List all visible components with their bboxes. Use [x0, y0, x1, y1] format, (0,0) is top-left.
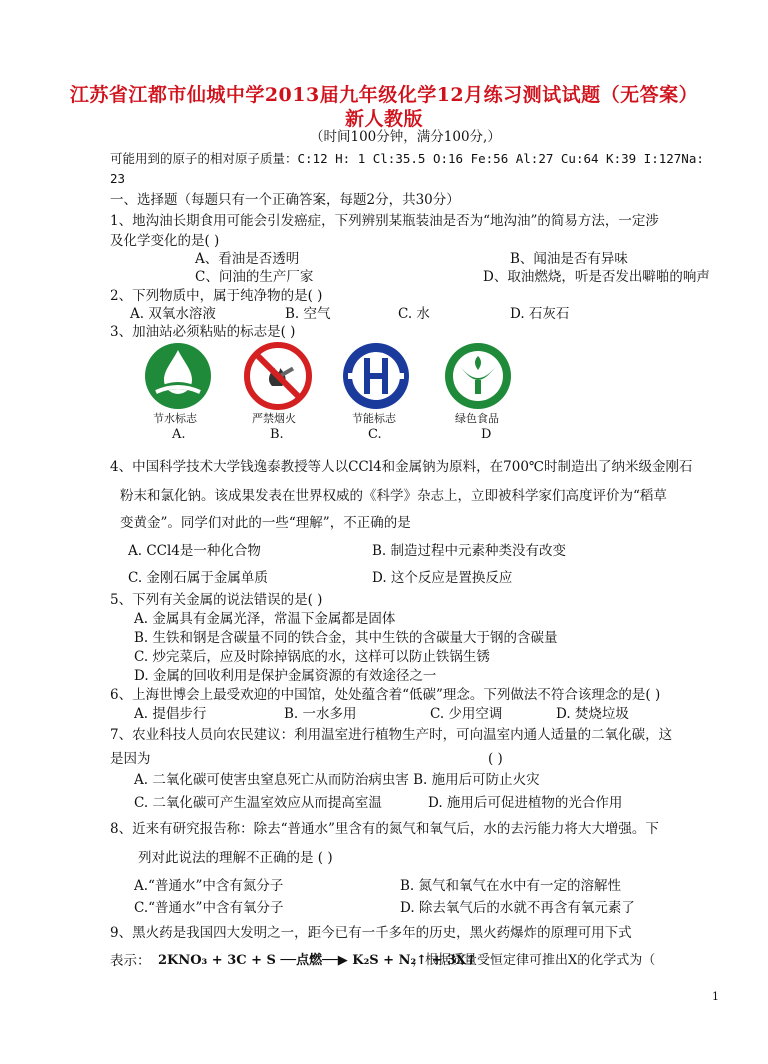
q4-stem-2: 粉末和氯化钠。该成果发表在世界权威的《科学》杂志上，立即被科学家们高度评价为“稻草 — [120, 488, 667, 504]
q5-option-c: C. 炒完菜后，应及时除掉锅底的水，这样可以防止铁锅生锈 — [134, 649, 490, 665]
q8-stem-2: 列对此说法的理解不正确的是 ( ) — [138, 850, 333, 866]
q5-stem: 5、下列有关金属的说法错误的是( ) — [110, 592, 323, 608]
q4-option-c: C. 金刚石属于金属单质 — [128, 570, 268, 586]
q8-stem-1: 8、近来有研究报告称：除去“普通水”里含有的氮气和氧气后，水的去污能力将大大增强。下 — [110, 821, 659, 837]
q4-stem-3: 变黄金”。同学们对此的一些“理解”，不正确的是 — [120, 515, 411, 531]
green-food-icon — [442, 340, 514, 412]
q4-stem-1: 4、中国科学技术大学钱逸泰教授等人以CCl4和金属钠为原料，在700℃时制造出了纳米级金刚石 — [110, 459, 693, 475]
q7-option-c: C. 二氧化碳可产生温室效应从而提高室温 — [134, 795, 382, 811]
icon-letter-b: B. — [270, 427, 284, 442]
q2-option-c: C. 水 — [398, 306, 430, 322]
atomic-mass-line-1: 可能用到的原子的相对原子质量：C:12 H: 1 Cl:35.5 O:16 Fe:56 Al:27 Cu:64 K:39 I:127Na: — [110, 151, 704, 166]
icon-caption-b: 严禁烟火 — [252, 412, 296, 425]
q7-option-d: D. 施用后可促进植物的光合作用 — [428, 795, 623, 811]
atomic-mass-line-2: 23 — [110, 171, 126, 186]
time-info: （时间100分钟，满分100分,） — [310, 129, 501, 145]
icon-caption-a: 节水标志 — [153, 412, 197, 425]
q9-suffix: ，根据质量受恒定律可推出X的化学式为（ — [412, 953, 656, 968]
icon-letter-c: C. — [368, 427, 382, 442]
q2-option-b: B. 空气 — [285, 306, 331, 322]
q4-option-b: B. 制造过程中元素种类没有改变 — [372, 543, 567, 559]
q5-option-d: D. 金属的回收利用是保护金属资源的有效途径之一 — [134, 668, 437, 684]
q7-option-ab: A. 二氧化碳可使害虫窒息死亡从而防治病虫害 B. 施用后可防止火灾 — [134, 772, 540, 788]
q1-option-a: A、看油是否透明 — [195, 251, 300, 267]
section-heading: 一、选择题（每题只有一个正确答案，每题2分，共30分） — [110, 192, 460, 208]
q9-stem-1: 9、黑火药是我国四大发明之一，距今已有一千多年的历史，黑火药爆炸的原理可用下式 — [110, 925, 632, 941]
q8-option-c: C.“普通水”中含有氧分子 — [134, 900, 284, 916]
q6-stem: 6、上海世博会上最受欢迎的中国馆，处处蕴含着“低碳”理念。下列做法不符合该理念的是( ) — [110, 687, 661, 703]
q6-option-c: C. 少用空调 — [430, 706, 503, 722]
q1-option-d: D、取油燃烧，听是否发出噼啪的响声 — [483, 269, 710, 285]
icon-letter-d: D — [481, 427, 492, 442]
q5-option-b: B. 生铁和钢是含碳量不同的铁合金，其中生铁的含碳量大于钢的含碳量 — [134, 630, 558, 646]
icon-caption-d: 绿色食品 — [455, 412, 499, 425]
q3-stem: 3、加油站必须粘贴的标志是( ) — [110, 324, 296, 340]
water-saving-icon — [142, 340, 214, 412]
q8-option-b: B. 氮气和氧气在水中有一定的溶解性 — [400, 878, 622, 894]
q6-option-d: D. 焚烧垃圾 — [556, 706, 629, 722]
q6-option-a: A. 提倡步行 — [134, 706, 207, 722]
q4-option-a: A. CCl4是一种化合物 — [128, 543, 261, 559]
q2-stem: 2、下列物质中，属于纯净物的是( ) — [110, 288, 323, 304]
exam-title: 江苏省江都市仙城中学2013届九年级化学12月练习测试试题（无答案） — [69, 84, 699, 106]
q1-option-b: B、闻油是否有异味 — [510, 251, 628, 267]
q6-option-b: B. 一水多用 — [284, 706, 357, 722]
q4-option-d: D. 这个反应是置换反应 — [372, 570, 513, 586]
q1-stem-2: 及化学变化的是( ) — [110, 233, 220, 249]
q5-option-a: A. 金属具有金属光泽，常温下金属都是固体 — [134, 611, 396, 627]
page-number: 1 — [712, 990, 719, 1003]
q9-prefix: 表示： — [110, 953, 151, 969]
q7-answer-paren: ( ) — [488, 751, 503, 767]
q1-option-c: C、问油的生产厂家 — [195, 269, 314, 285]
exam-subtitle: 新人教版 — [344, 108, 423, 130]
icon-letter-a: A. — [172, 427, 186, 442]
q1-stem-1: 1、地沟油长期食用可能会引发癌症，下列辨别某瓶装油是否为“地沟油”的简易方法，一定涉 — [110, 213, 659, 229]
q7-stem-2: 是因为 — [110, 751, 151, 767]
icon-caption-c: 节能标志 — [352, 412, 396, 425]
q8-option-d: D. 除去氧气后的水就不再含有氧元素了 — [400, 900, 635, 916]
q9-equation: 2KNO₃ + 3C + S ──点燃──▶ K₂S + N₂↑ + 3X↑ — [158, 953, 478, 968]
q7-stem-1: 7、农业科技人员向农民建议：利用温室进行植物生产时，可向温室内通人适量的二氧化碳，这 — [110, 727, 673, 743]
q2-option-d: D. 石灰石 — [510, 306, 570, 322]
no-fire-icon — [242, 340, 314, 412]
energy-saving-icon — [340, 340, 412, 412]
q8-option-a: A.“普通水”中含有氮分子 — [134, 878, 284, 894]
q2-option-a: A. 双氧水溶液 — [130, 306, 216, 322]
